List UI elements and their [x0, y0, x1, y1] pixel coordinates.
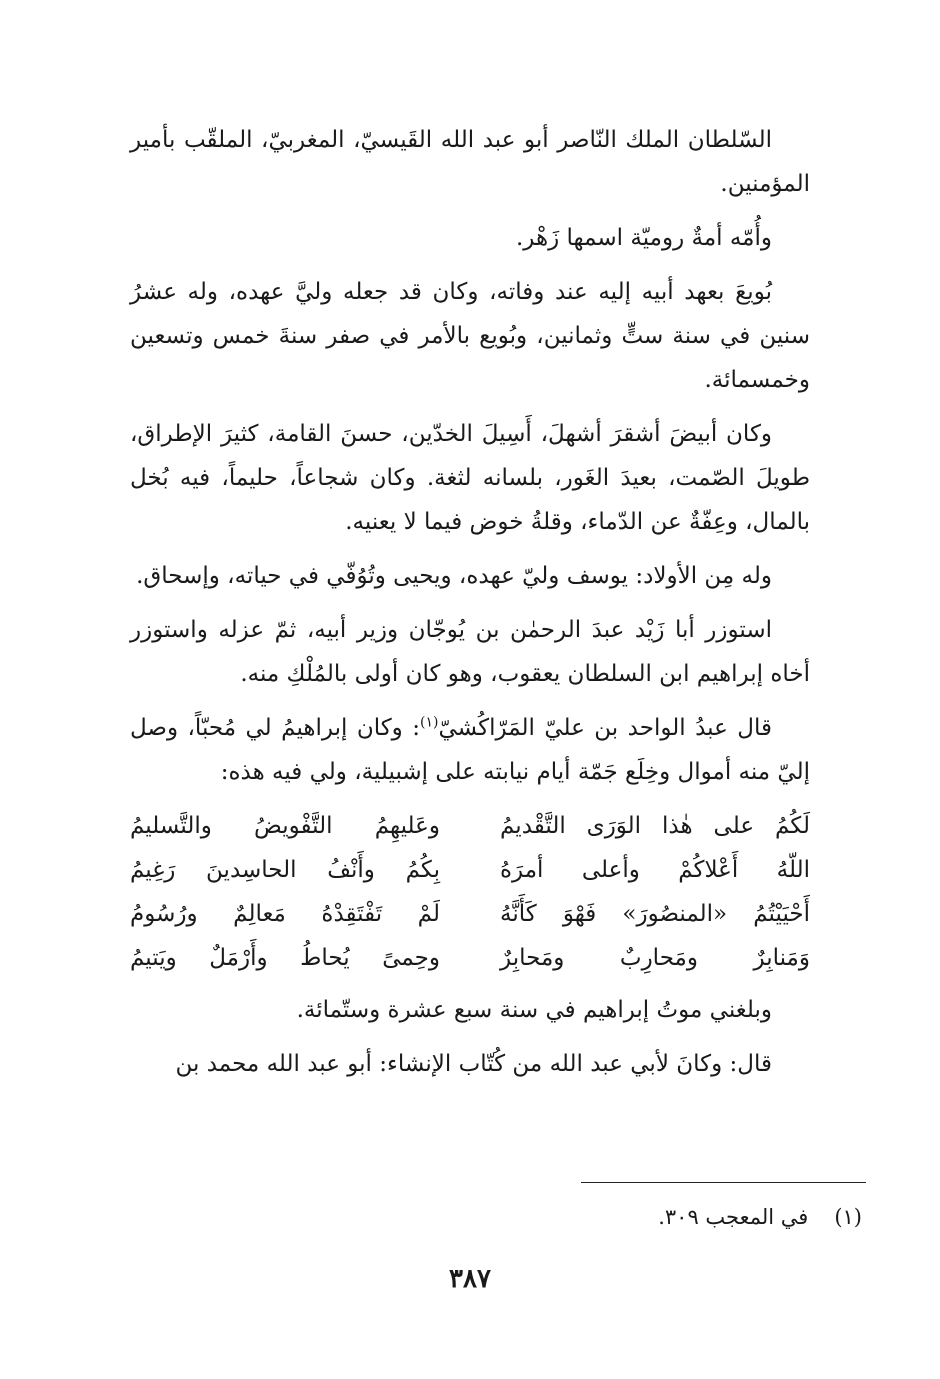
paragraph-children: وله مِن الأولاد: يوسف وليّ عهده، ويحيى وتُوُفّي في حياته، وإسحاق. [136, 563, 772, 589]
paragraph-description: وكان أبيضَ أشقرَ أشهلَ، أَسِيلَ الخدّين، حسنَ القامة، كثيرَ الإطراق، طويلَ الصّمت، بعيدَ الغَور، بلسانه لثغة. وكان شجاعاً، حليماً، فيه بُخل بالمال، وعِفّةٌ عن الدّماء، وقلةُ خوض فيما لا يعنيه. [130, 421, 810, 535]
footnote-text: في المعجب ٣٠٩. [658, 1205, 809, 1229]
paragraph-allegiance: بُويعَ بعهد أبيه إليه عند وفاته، وكان قد جعله وليَّ عهده، وله عشرُ سنين في سنة ستٍّ وثمانين، وبُويع بالأمر في صفر سنةَ خمس وتسعين وخمسمائة. [130, 279, 810, 393]
verse-first-hemistich: اللّهُ أَعْلاكُمْ وأعلى أمرَهُ [500, 857, 810, 883]
verse-second-hemistich: لَمْ تَفْتَقِدْهُ مَعالِمٌ ورُسُومُ [130, 901, 440, 927]
quote-intro-text: قال عبدُ الواحد بن عليّ المَرّاكُشيّ [438, 715, 772, 741]
verse-first-hemistich: أَحْيَيْتُمُ «المنصُورَ» فَهْوَ كَأَنَّهُ [500, 901, 810, 927]
paragraph-title-intro: السّلطان الملك النّاصر أبو عبد الله القَيسيّ، المغربيّ، الملقّب بأمير المؤمنين. [130, 127, 810, 197]
paragraph-vizier: استوزر أبا زَيْد عبدَ الرحمٰن بن يُوجّان وزير أبيه، ثمّ عزله واستوزر أخاه إبراهيم ابن السلطان يعقوب، وهو كان أولى بالمُلْكِ منه. [130, 617, 810, 687]
paragraph-mother: وأُمّه أمةٌ روميّة اسمها زَهْر. [515, 225, 772, 251]
verse-second-hemistich: وحِمىً يُحاطُ وأَرْمَلٌ ويَتيمُ [130, 945, 440, 971]
quote-intro-continuation: : وكان إبراهيمُ لي مُحبّاً، وصل إليّ منه أموال وخِلَع جَمّة أيام نيابته على إشبيلية، ولي فيه هذه: [130, 715, 810, 785]
verse-second-hemistich: وعَليهِمُ التَّفْويضُ والتَّسليمُ [130, 813, 440, 839]
page-number: ٣٨٧ [449, 1264, 491, 1294]
verse-first-hemistich: وَمَنابِرٌ ومَحارِبٌ ومَحابِرٌ [500, 945, 810, 971]
paragraph-death: وبلغني موتُ إبراهيم في سنة سبع عشرة وستّمائة. [296, 997, 772, 1023]
paragraph-secretaries: قال: وكانَ لأبي عبد الله من كُتّاب الإنشاء: أبو عبد الله محمد بن [175, 1051, 772, 1077]
paragraph-quote-intro [130, 706, 810, 794]
verse-first-hemistich: لَكُمُ على هٰذا الوَرَى التَّقْديمُ [500, 813, 810, 839]
poem [130, 804, 810, 980]
main-text [130, 118, 810, 1096]
footnote [658, 1202, 862, 1232]
verse-second-hemistich: بِكُمُ وأَنْفُ الحاسِدينَ رَغِيمُ [130, 857, 440, 883]
footnote-number: (١) [834, 1205, 862, 1229]
footnote-reference: (١) [420, 714, 439, 731]
footnote-separator [581, 1182, 866, 1183]
